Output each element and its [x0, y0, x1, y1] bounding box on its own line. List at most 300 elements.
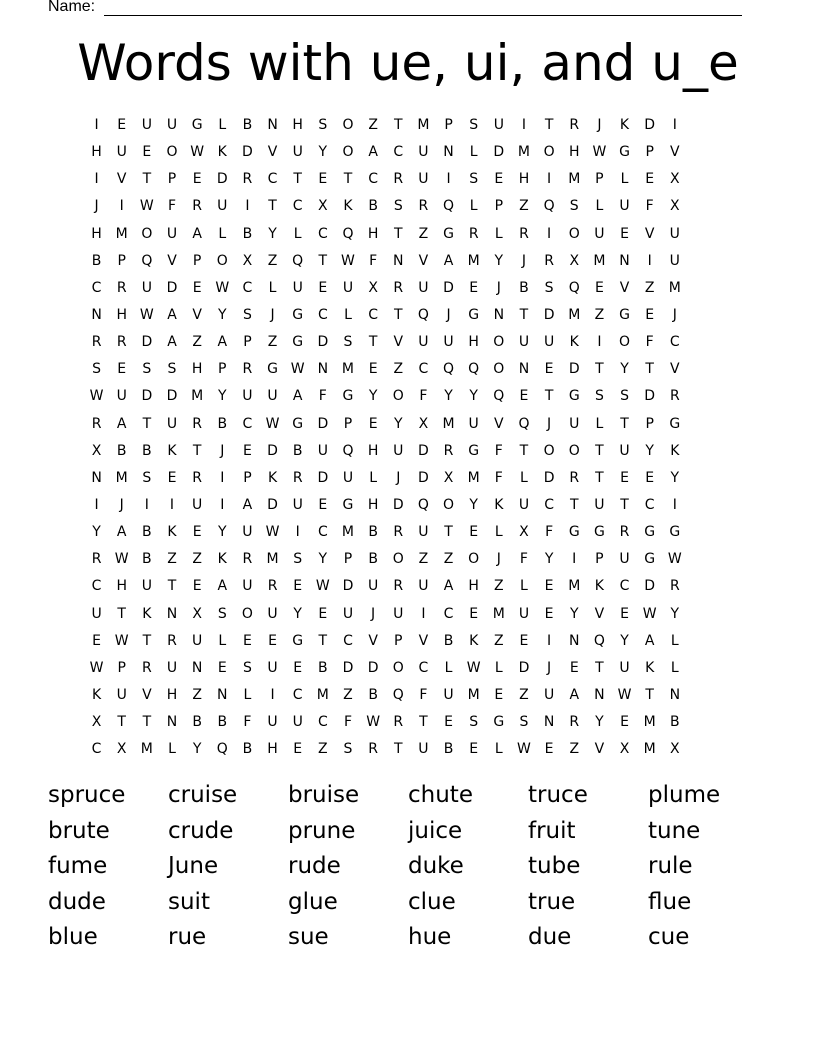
grid-letter: L	[218, 632, 227, 649]
grid-letter: U	[669, 252, 680, 269]
grid-letter: B	[368, 198, 378, 215]
grid-letter: R	[91, 415, 102, 432]
grid-letter: E	[494, 686, 504, 703]
grid-letter: L	[494, 741, 503, 758]
grid-letter: W	[642, 605, 657, 622]
grid-letter: L	[344, 306, 352, 323]
word-bank-item: glue	[288, 888, 338, 915]
grid-letter: C	[267, 171, 278, 188]
grid-letter: I	[169, 496, 175, 513]
grid-letter: Y	[393, 415, 403, 432]
grid-row	[84, 331, 687, 358]
word-bank-item: truce	[528, 782, 588, 808]
grid-letter: N	[217, 686, 228, 703]
grid-letter: Y	[544, 551, 554, 568]
grid-letter: D	[317, 334, 329, 351]
grid-letter: Q	[417, 496, 429, 513]
grid-letter: V	[644, 225, 655, 242]
grid-letter: T	[368, 334, 378, 351]
grid-letter: A	[242, 496, 253, 513]
grid-letter: O	[166, 144, 178, 161]
grid-letter: R	[393, 171, 404, 188]
word-bank-item: crude	[168, 817, 234, 844]
grid-letter: C	[317, 714, 328, 731]
grid-letter: Q	[493, 388, 505, 405]
grid-letter: H	[367, 496, 379, 513]
grid-letter: K	[217, 551, 227, 568]
grid-letter: E	[192, 578, 202, 595]
grid-letter: R	[669, 578, 680, 595]
grid-letter: Y	[620, 361, 629, 378]
grid-letter: U	[192, 632, 203, 649]
grid-letter: V	[418, 252, 429, 269]
grid-letter: R	[569, 714, 580, 731]
grid-letter: I	[94, 496, 99, 513]
grid-letter: Y	[469, 496, 478, 513]
grid-letter: X	[670, 171, 680, 188]
grid-letter: H	[91, 144, 102, 161]
grid-letter: A	[217, 578, 228, 595]
grid-letter: N	[543, 714, 555, 731]
grid-letter: U	[267, 659, 278, 676]
grid-letter: R	[167, 632, 177, 649]
grid-letter: Y	[318, 551, 328, 568]
grid-letter: I	[295, 524, 300, 541]
grid-letter: U	[166, 415, 178, 432]
grid-letter: P	[192, 252, 202, 269]
grid-letter: Z	[368, 117, 378, 133]
grid-row	[84, 277, 687, 304]
word-bank-item: plume	[648, 782, 721, 808]
grid-letter: U	[418, 524, 429, 541]
grid-letter: L	[620, 171, 629, 188]
grid-letter: T	[544, 117, 554, 133]
grid-letter: B	[116, 442, 127, 459]
grid-letter: E	[645, 469, 655, 486]
grid-letter: T	[117, 714, 126, 731]
grid-letter: R	[91, 551, 102, 568]
grid-letter: A	[443, 252, 454, 269]
grid-letter: H	[292, 117, 303, 133]
grid-letter: A	[167, 306, 177, 323]
grid-letter: Q	[443, 198, 455, 215]
grid-letter: K	[594, 578, 604, 595]
grid-letter: R	[192, 198, 202, 215]
grid-letter: G	[191, 117, 203, 133]
grid-letter: O	[392, 388, 404, 405]
grid-letter: D	[644, 117, 656, 133]
grid-letter: T	[595, 361, 604, 378]
grid-letter: T	[544, 388, 554, 405]
grid-letter: P	[343, 415, 353, 432]
grid-letter: M	[568, 306, 581, 323]
grid-letter: Z	[494, 632, 504, 649]
grid-letter: L	[520, 469, 528, 486]
grid-letter: G	[568, 388, 580, 405]
word-bank-item: blue	[48, 924, 98, 951]
grid-letter: S	[469, 171, 479, 188]
grid-letter: K	[469, 632, 479, 649]
grid-row	[84, 223, 687, 250]
grid-letter: E	[469, 524, 479, 541]
grid-letter: U	[418, 578, 429, 595]
grid-letter: U	[166, 225, 178, 242]
grid-letter: X	[670, 741, 680, 758]
grid-letter: U	[518, 334, 530, 351]
grid-letter: H	[267, 741, 278, 758]
grid-letter: E	[620, 714, 629, 731]
grid-letter: S	[92, 361, 102, 378]
grid-letter: Q	[568, 279, 580, 296]
grid-letter: M	[266, 551, 279, 568]
grid-letter: F	[343, 714, 352, 731]
grid-letter: Z	[267, 252, 278, 269]
grid-letter: C	[544, 496, 554, 513]
grid-letter: E	[192, 524, 202, 541]
grid-letter: R	[569, 469, 580, 486]
grid-letter: W	[667, 551, 682, 568]
grid-letter: B	[142, 524, 152, 541]
grid-letter: D	[543, 306, 555, 323]
grid-letter: Y	[368, 388, 378, 405]
grid-letter: C	[644, 496, 655, 513]
grid-letter: W	[190, 144, 205, 161]
grid-letter: I	[446, 171, 451, 188]
grid-letter: U	[91, 605, 102, 622]
grid-letter: G	[443, 225, 454, 242]
grid-letter: P	[645, 144, 654, 161]
grid-letter: O	[392, 659, 404, 676]
grid-letter: E	[645, 171, 655, 188]
grid-letter: O	[568, 442, 580, 459]
grid-letter: W	[114, 551, 129, 568]
grid-letter: C	[91, 741, 102, 758]
grid-letter: S	[142, 361, 152, 378]
grid-letter: I	[94, 117, 99, 133]
grid-letter: D	[418, 442, 429, 459]
grid-letter: L	[520, 578, 528, 595]
grid-letter: R	[468, 225, 479, 242]
grid-letter: F	[318, 388, 327, 405]
grid-letter: G	[644, 524, 656, 541]
grid-letter: O	[493, 361, 505, 378]
grid-letter: S	[594, 388, 604, 405]
grid-letter: U	[518, 496, 530, 513]
grid-row	[84, 494, 687, 521]
grid-letter: U	[192, 496, 203, 513]
grid-letter: M	[517, 144, 530, 161]
grid-letter: B	[443, 741, 454, 758]
grid-letter: Z	[644, 279, 655, 296]
grid-letter: V	[142, 686, 152, 703]
grid-letter: R	[91, 334, 102, 351]
grid-letter: T	[519, 306, 529, 323]
grid-letter: P	[494, 198, 504, 215]
grid-letter: D	[317, 415, 329, 432]
grid-letter: G	[342, 496, 354, 513]
grid-letter: H	[91, 225, 102, 242]
grid-letter: C	[418, 659, 429, 676]
grid-letter: Z	[569, 741, 580, 758]
grid-letter: K	[494, 496, 504, 513]
grid-letter: C	[343, 632, 353, 649]
grid-letter: E	[167, 469, 177, 486]
grid-letter: E	[293, 578, 303, 595]
grid-letter: W	[617, 686, 632, 703]
grid-letter: R	[368, 741, 378, 758]
grid-letter: U	[619, 198, 630, 215]
grid-letter: O	[392, 551, 404, 568]
grid-letter: K	[267, 469, 278, 486]
grid-letter: M	[316, 686, 329, 703]
grid-letter: S	[469, 117, 479, 133]
grid-letter: I	[94, 171, 99, 188]
grid-letter: Z	[494, 578, 504, 595]
grid-letter: L	[369, 469, 378, 486]
grid-letter: T	[519, 442, 529, 459]
grid-letter: J	[521, 252, 527, 269]
grid-letter: E	[519, 388, 529, 405]
grid-letter: K	[142, 605, 152, 622]
name-label: Name:	[48, 0, 96, 15]
grid-letter: L	[494, 225, 503, 242]
grid-row	[84, 575, 687, 602]
grid-letter: N	[393, 252, 404, 269]
grid-letter: T	[142, 415, 152, 432]
grid-row	[84, 521, 687, 548]
grid-letter: E	[519, 632, 529, 649]
grid-letter: C	[368, 306, 378, 323]
grid-row	[84, 304, 687, 331]
grid-letter: O	[543, 442, 555, 459]
grid-letter: B	[242, 117, 253, 133]
grid-letter: S	[620, 388, 629, 405]
grid-letter: N	[317, 361, 329, 378]
grid-letter: Y	[670, 605, 680, 622]
grid-letter: O	[141, 225, 153, 242]
grid-letter: E	[569, 659, 579, 676]
grid-letter: E	[268, 632, 277, 649]
grid-letter: W	[341, 252, 355, 269]
grid-letter: U	[116, 388, 127, 405]
grid-letter: K	[670, 442, 680, 459]
grid-letter: O	[468, 551, 480, 568]
word-bank-item: duke	[408, 853, 464, 880]
grid-letter: Z	[192, 551, 202, 568]
grid-letter: E	[318, 605, 328, 622]
grid-letter: H	[468, 578, 479, 595]
grid-letter: B	[368, 686, 378, 703]
grid-letter: B	[142, 442, 152, 459]
grid-letter: M	[643, 714, 656, 731]
grid-letter: L	[444, 659, 453, 676]
grid-letter: A	[443, 578, 454, 595]
grid-letter: N	[166, 714, 178, 731]
grid-letter: U	[267, 388, 278, 405]
grid-letter: B	[242, 741, 253, 758]
grid-letter: W	[592, 144, 607, 161]
grid-letter: C	[393, 144, 404, 161]
grid-letter: H	[568, 144, 580, 161]
grid-letter: B	[192, 714, 202, 731]
grid-letter: U	[594, 225, 605, 242]
word-bank-item: rude	[288, 853, 341, 880]
grid-letter: U	[468, 415, 479, 432]
grid-letter: E	[242, 442, 252, 459]
grid-letter: T	[595, 469, 604, 486]
grid-letter: U	[594, 496, 605, 513]
grid-letter: K	[569, 334, 579, 351]
grid-letter: Z	[418, 551, 429, 568]
word-bank-item: June	[168, 853, 219, 880]
grid-letter: A	[368, 144, 378, 161]
grid-letter: Z	[343, 686, 353, 703]
grid-letter: I	[144, 496, 149, 513]
grid-letter: F	[645, 334, 654, 351]
grid-letter: P	[595, 551, 604, 568]
grid-letter: I	[672, 496, 677, 513]
grid-letter: Y	[645, 442, 654, 459]
grid-letter: Y	[444, 388, 453, 405]
grid-letter: Q	[141, 252, 153, 269]
grid-letter: V	[393, 334, 404, 351]
grid-letter: M	[115, 469, 128, 486]
grid-letter: R	[267, 578, 278, 595]
grid-letter: W	[366, 714, 381, 731]
grid-letter: I	[597, 334, 602, 351]
grid-letter: D	[141, 388, 153, 405]
grid-letter: B	[91, 252, 102, 269]
grid-letter: U	[242, 524, 253, 541]
grid-letter: K	[217, 144, 227, 161]
grid-letter: V	[494, 415, 504, 432]
grid-letter: T	[393, 306, 403, 323]
word-bank-item: fruit	[528, 817, 576, 844]
grid-letter: U	[543, 686, 555, 703]
grid-letter: C	[91, 279, 102, 296]
grid-letter: I	[547, 171, 552, 188]
grid-letter: T	[318, 252, 328, 269]
grid-letter: N	[166, 605, 178, 622]
grid-letter: T	[569, 496, 579, 513]
grid-letter: L	[268, 279, 277, 296]
grid-letter: Q	[417, 306, 429, 323]
grid-row	[84, 114, 687, 141]
grid-letter: T	[142, 632, 152, 649]
grid-letter: F	[494, 469, 503, 486]
word-bank-item: bruise	[288, 782, 360, 808]
grid-letter: R	[619, 524, 630, 541]
grid-letter: N	[267, 117, 278, 133]
grid-letter: J	[446, 306, 451, 323]
grid-letter: V	[267, 144, 278, 161]
grid-letter: R	[393, 279, 404, 296]
grid-letter: U	[342, 469, 354, 486]
grid-letter: B	[368, 551, 378, 568]
grid-row	[84, 711, 687, 738]
grid-letter: O	[619, 334, 631, 351]
grid-letter: E	[544, 741, 554, 758]
grid-letter: W	[139, 306, 154, 323]
grid-letter: R	[292, 469, 303, 486]
grid-letter: C	[292, 686, 303, 703]
grid-letter: J	[547, 415, 552, 432]
grid-letter: T	[393, 117, 403, 133]
grid-letter: I	[672, 117, 677, 133]
grid-letter: B	[292, 442, 303, 459]
grid-letter: R	[242, 171, 253, 188]
word-bank-item: juice	[408, 817, 463, 844]
grid-letter: W	[290, 361, 305, 378]
grid-row	[84, 467, 687, 494]
grid-letter: E	[444, 714, 453, 731]
grid-letter: E	[544, 578, 554, 595]
grid-letter: G	[468, 442, 480, 459]
grid-letter: V	[594, 741, 605, 758]
grid-letter: F	[419, 388, 428, 405]
grid-letter: B	[217, 415, 228, 432]
grid-letter: U	[317, 442, 328, 459]
grid-letter: Y	[217, 524, 227, 541]
grid-letter: I	[119, 198, 124, 215]
grid-letter: U	[292, 496, 303, 513]
grid-letter: E	[620, 605, 629, 622]
grid-letter: V	[418, 632, 429, 649]
grid-letter: U	[569, 415, 580, 432]
grid-letter: A	[217, 334, 228, 351]
word-bank-item: tube	[528, 853, 581, 880]
grid-letter: T	[393, 741, 403, 758]
grid-letter: S	[318, 117, 328, 133]
grid-letter: O	[443, 496, 455, 513]
grid-letter: Q	[292, 252, 304, 269]
grid-row	[84, 141, 687, 168]
grid-letter: E	[192, 171, 202, 188]
grid-letter: Z	[267, 334, 278, 351]
grid-letter: M	[341, 524, 355, 541]
grid-letter: D	[543, 469, 555, 486]
grid-letter: V	[116, 171, 127, 188]
grid-letter: L	[469, 144, 478, 161]
grid-letter: C	[242, 279, 253, 296]
grid-letter: C	[418, 361, 429, 378]
grid-row	[84, 385, 687, 412]
grid-letter: X	[242, 252, 253, 269]
grid-letter: R	[669, 388, 680, 405]
grid-letter: K	[645, 659, 655, 676]
grid-letter: C	[242, 415, 253, 432]
grid-letter: R	[242, 551, 253, 568]
grid-letter: W	[215, 279, 230, 296]
grid-letter: J	[597, 117, 602, 133]
grid-letter: G	[619, 306, 630, 323]
grid-letter: G	[292, 415, 304, 432]
grid-letter: X	[519, 524, 529, 541]
grid-letter: T	[419, 714, 428, 731]
grid-letter: I	[647, 252, 652, 269]
grid-letter: R	[242, 361, 253, 378]
grid-letter: L	[243, 686, 252, 703]
grid-letter: A	[644, 632, 655, 649]
grid-letter: J	[672, 306, 677, 323]
grid-row	[84, 168, 687, 195]
grid-row	[84, 250, 687, 277]
grid-letter: G	[292, 632, 304, 649]
grid-letter: P	[595, 171, 604, 188]
grid-letter: U	[393, 442, 404, 459]
grid-letter: E	[494, 171, 504, 188]
grid-letter: I	[521, 117, 527, 133]
